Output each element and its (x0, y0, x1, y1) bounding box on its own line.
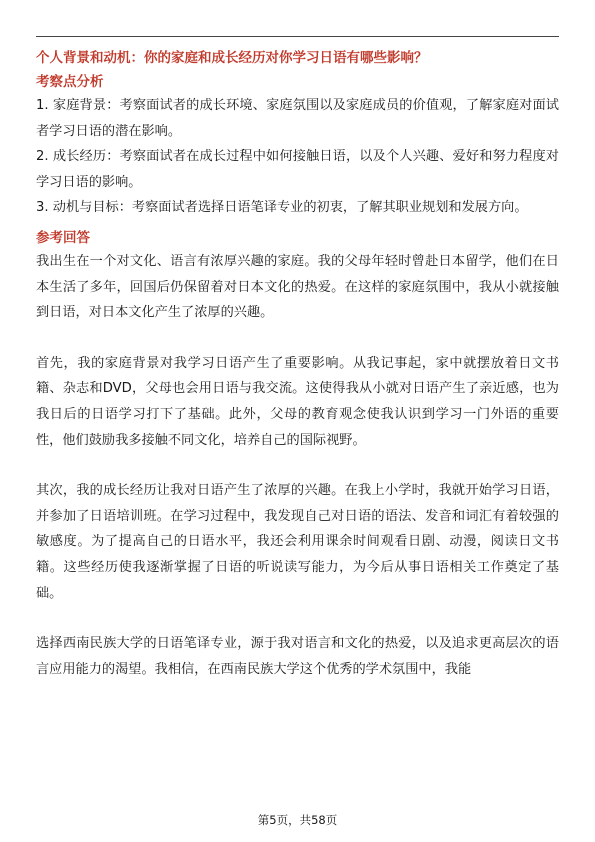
analysis-item: 2. 成长经历：考察面试者在成长过程中如何接触日语，以及个人兴趣、爱好和努力程度对学习日语的影响。 (36, 149, 559, 190)
page-number: 第5页，共58页 (257, 813, 338, 827)
answer-paragraph: 选择西南民族大学的日语笔译专业，源于我对语言和文化的热爱，以及追求更高层次的语言应用能力的渴望。我相信，在西南民族大学这个优秀的学术氛围中，我能 (36, 636, 559, 677)
question-title: 个人背景和动机：你的家庭和成长经历对你学习日语有哪些影响？ (36, 50, 428, 66)
document-body (36, 47, 559, 682)
answer-paragraph: 其次，我的成长经历让我对日语产生了浓厚的兴趣。在我上小学时，我就开始学习日语，并参加了日语培训班。在学习过程中，我发现自己对日语的语法、发音和词汇有着较强的敏感度。为了提高自己的日语水平，我还会利用课余时间观看日剧、动漫，阅读日文书籍。这些经历使我逐渐掌握了日语的听说读写能力，为今后从事日语相关工作奠定了基础。 (36, 483, 559, 601)
answer-heading: 参考回答 (36, 229, 90, 246)
analysis-item: 1. 家庭背景：考察面试者的成长环境、家庭氛围以及家庭成员的价值观，了解家庭对面试者学习日语的潜在影响。 (36, 98, 559, 139)
analysis-item: 3. 动机与目标：考察面试者选择日语笔译专业的初衷，了解其职业规划和发展方向。 (36, 200, 528, 216)
answer-paragraph: 我出生在一个对文化、语言有浓厚兴趣的家庭。我的父母年轻时曾赴日本留学，他们在日本生活了多年，回国后仍保留着对日本文化的热爱。在这样的家庭氛围中，我从小就接触到日语，对日本文化产生了浓厚的兴趣。 (36, 253, 559, 321)
analysis-list (36, 93, 559, 221)
answer-paragraph: 首先，我的家庭背景对我学习日语产生了重要影响。从我记事起，家中就摆放着日文书籍、杂志和DVD，父母也会用日语与我交流。这使得我从小就对日语产生了亲近感，也为我日后的日语学习打下了基础。此外，父母的教育观念使我认识到学习一门外语的重要性，他们鼓励我多接触不同文化，培养自己的国际视野。 (36, 355, 559, 448)
header-rule (36, 36, 559, 37)
answer-body (36, 249, 559, 682)
analysis-heading: 考察点分析 (36, 74, 104, 90)
